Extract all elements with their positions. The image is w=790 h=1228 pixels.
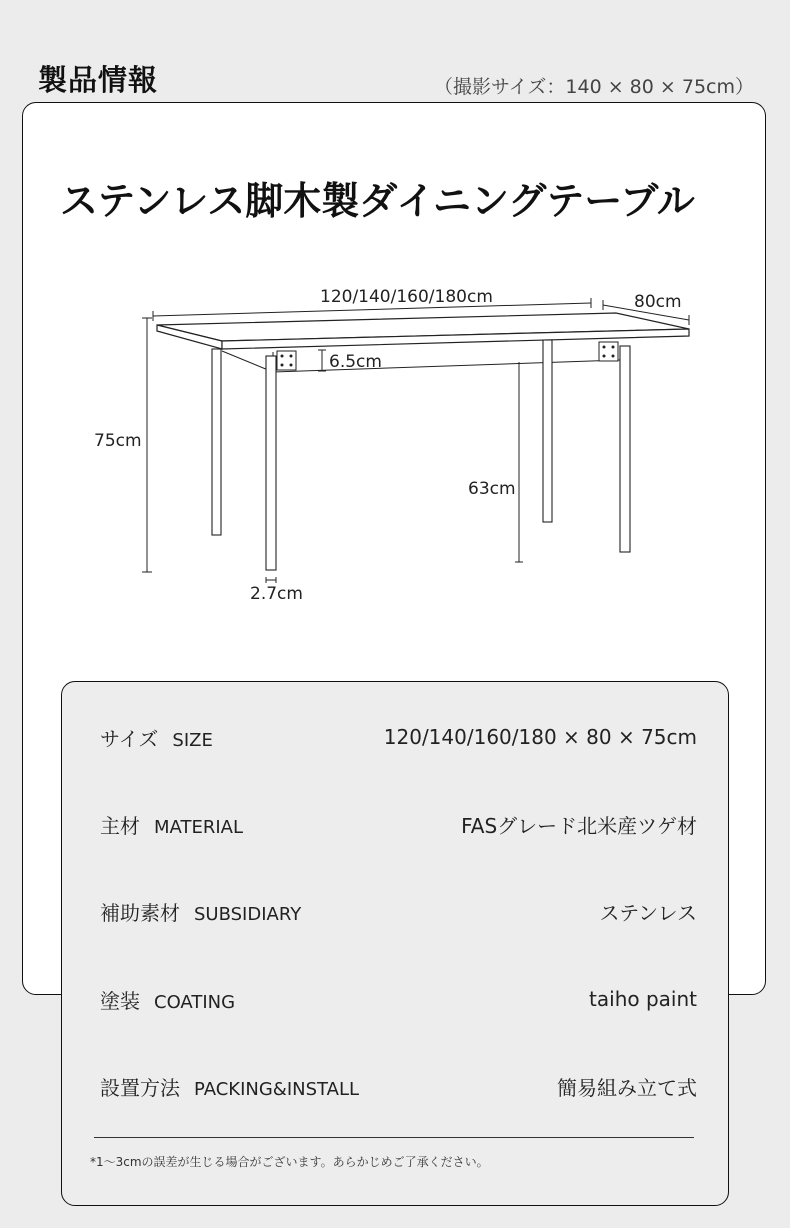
spec-card bbox=[61, 681, 729, 1206]
spec-row-subsidiary bbox=[100, 896, 697, 926]
spec-row-coating bbox=[100, 984, 697, 1014]
height-dimension-label: 75cm bbox=[94, 431, 142, 451]
spec-value: 120/140/160/180 × 80 × 75cm bbox=[383, 725, 697, 749]
spec-label-en: COATING bbox=[154, 991, 236, 1013]
spec-label-en: SUBSIDIARY bbox=[194, 903, 302, 925]
spec-row-size bbox=[100, 722, 697, 752]
spec-label-en: SIZE bbox=[172, 729, 213, 751]
spec-label-jp: 主材 bbox=[100, 813, 140, 838]
product-name: ステンレス脚木製ダイニングテーブル bbox=[60, 179, 695, 223]
spec-row-material bbox=[100, 809, 697, 839]
spec-value: taiho paint bbox=[589, 987, 697, 1011]
spec-label-jp: 設置方法 bbox=[100, 1075, 180, 1100]
spec-row-install bbox=[100, 1071, 697, 1101]
spec-label-jp: サイズ bbox=[100, 726, 159, 751]
spec-label-jp: 補助素材 bbox=[100, 900, 180, 925]
spec-value: ステンレス bbox=[599, 900, 697, 925]
clearance-dimension-label: 63cm bbox=[468, 479, 516, 499]
spec-label-en: PACKING&INSTALL bbox=[194, 1078, 359, 1100]
section-title: 製品情報 bbox=[38, 63, 159, 97]
spec-divider bbox=[94, 1137, 694, 1138]
spec-value: 簡易組み立て式 bbox=[557, 1075, 697, 1100]
spec-value: FASグレード北米産ツゲ材 bbox=[461, 813, 697, 838]
tolerance-footnote: *1〜3cmの誤差が生じる場合がございます。あらかじめご了承ください。 bbox=[90, 1155, 489, 1169]
spec-label-en: MATERIAL bbox=[154, 816, 243, 838]
width-dimension-label: 120/140/160/180cm bbox=[320, 287, 493, 307]
depth-dimension-label: 80cm bbox=[634, 292, 682, 312]
spec-label-jp: 塗装 bbox=[100, 988, 140, 1013]
photo-size-note: （撮影サイズ：140 × 80 × 75cm） bbox=[433, 76, 754, 98]
apron-dimension-label: 6.5cm bbox=[329, 352, 382, 372]
leg-dimension-label: 2.7cm bbox=[250, 584, 303, 604]
